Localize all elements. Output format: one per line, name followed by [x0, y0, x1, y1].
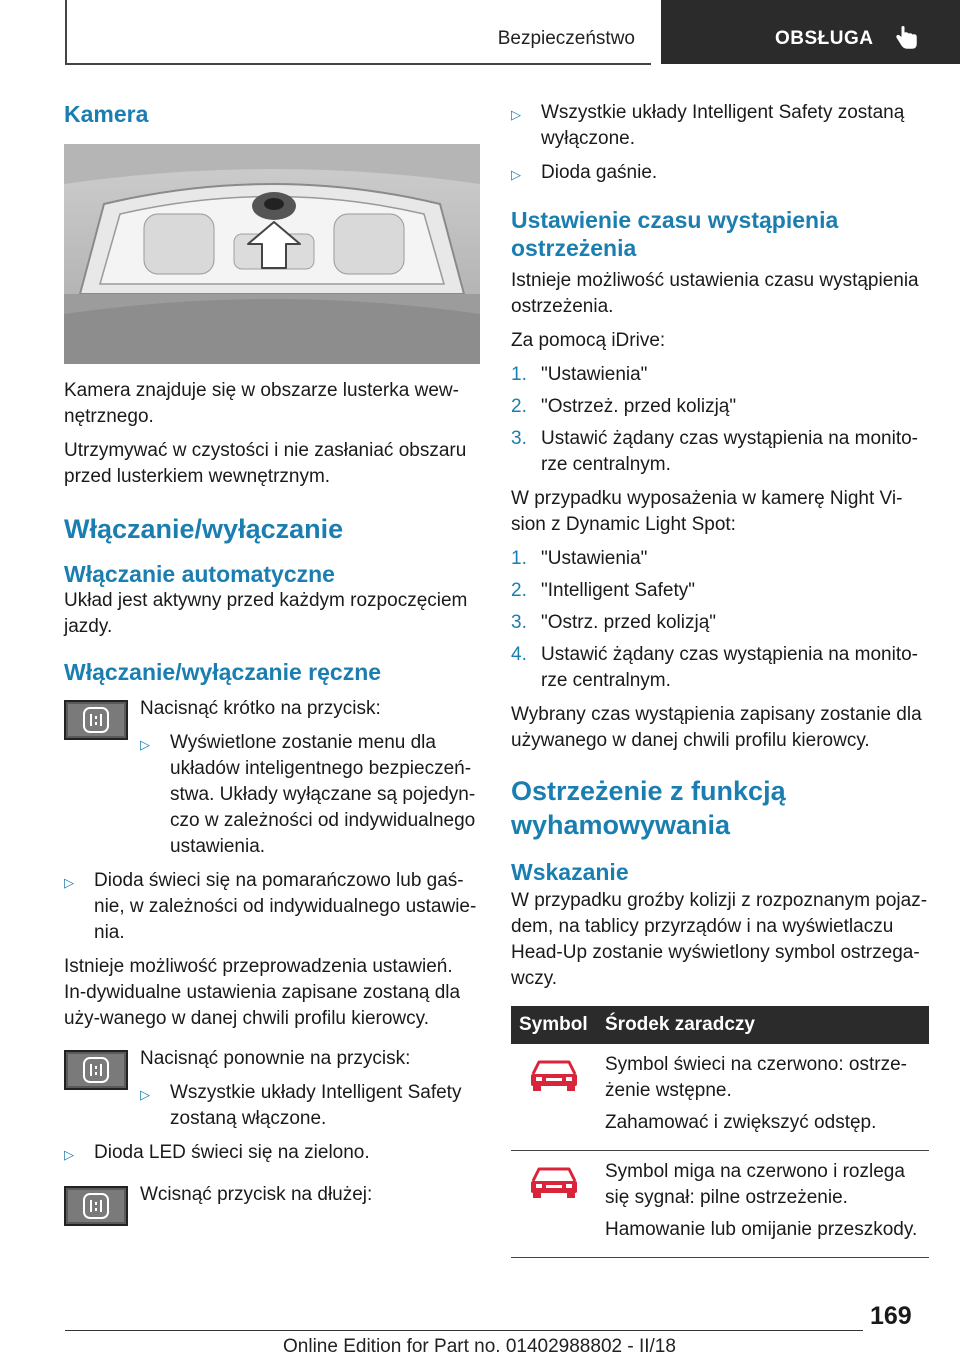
auto-paragraph: Układ jest aktywny przed każdym rozpoczęciem jazdy.	[64, 590, 468, 637]
press-short-row	[64, 696, 480, 860]
step-text: Ustawić żądany czas wystąpienia na monito-rze centralnym.	[541, 644, 919, 691]
led-green-bullet	[64, 1140, 480, 1166]
triangle-bullet-icon: ▷	[511, 107, 521, 122]
saved-paragraph: Wybrany czas wystąpienia zapisany zostanie dla używanego w danej chwili profilu kierowcy.	[511, 704, 922, 751]
action-cell	[597, 1151, 929, 1258]
press-again-bullet	[140, 1080, 480, 1132]
header-bottom-rule	[65, 63, 651, 65]
press-again-text: Nacisnąć ponownie na przycisk:	[140, 1048, 411, 1069]
list-item	[511, 610, 929, 636]
press-again-row	[64, 1046, 480, 1132]
nightvision-steps-list	[511, 546, 929, 694]
hand-pointer-icon	[893, 24, 921, 54]
list-item	[511, 426, 929, 478]
braking-heading: Ostrzeżenie z funkcją wyhamowywania	[511, 776, 786, 840]
header-section-title: Bezpieczeństwo	[497, 28, 635, 49]
table-header-row	[511, 1006, 929, 1044]
safety-button-icon	[64, 1186, 128, 1226]
table-row	[511, 1151, 929, 1258]
bullet-text: Dioda gaśnie.	[541, 162, 658, 183]
car-warning-icon	[529, 1056, 579, 1092]
bullet-text: Wszystkie układy Intelligent Safety zostaną włączone.	[170, 1082, 462, 1129]
bullet-text: Wszystkie układy Intelligent Safety zostaną wyłączone.	[541, 102, 905, 149]
manual-heading: Włączanie/wyłączanie ręczne	[64, 659, 382, 685]
action-line: Hamowanie lub omijanie przeszkody.	[605, 1219, 918, 1240]
step-number: 3.	[511, 428, 527, 449]
symbol-cell	[511, 1151, 597, 1258]
footer-rule	[65, 1330, 863, 1331]
triangle-bullet-icon: ▷	[511, 167, 521, 182]
symbol-table	[511, 1006, 929, 1258]
symbol-cell	[511, 1044, 597, 1151]
camera-paragraph-1: Kamera znajduje się w obszarze lusterka wew-nętrznego.	[64, 380, 459, 427]
indication-heading: Wskazanie	[511, 859, 629, 885]
step-text: "Ostrz. przed kolizją"	[541, 612, 717, 633]
list-item	[511, 546, 929, 572]
press-short-bullet	[140, 730, 480, 860]
camera-paragraph-2: Utrzymywać w czystości i nie zasłaniać obszaru przed lusterkiem wewnętrznym.	[64, 440, 467, 487]
action-line: Zahamować i zwiększyć odstęp.	[605, 1112, 877, 1133]
triangle-bullet-icon: ▷	[140, 737, 150, 752]
camera-photo	[64, 144, 480, 364]
press-long-row	[64, 1182, 480, 1230]
table-row	[511, 1044, 929, 1151]
table-header-symbol: Symbol	[511, 1006, 597, 1044]
action-line: Symbol miga na czerwono i rozlega się sygnał: pilne ostrzeżenie.	[605, 1161, 905, 1208]
bullet-text: Dioda LED świeci się na zielono.	[94, 1142, 370, 1163]
step-text: Ustawić żądany czas wystąpienia na monito-rze centralnym.	[541, 428, 919, 475]
safety-button-icon	[64, 1050, 128, 1090]
safety-button-icon	[64, 700, 128, 740]
action-line: Symbol świeci na czerwono: ostrze-żenie wstępne.	[605, 1054, 907, 1101]
triangle-bullet-icon: ▷	[64, 875, 74, 890]
car-warning-icon	[529, 1163, 579, 1199]
step-number: 1.	[511, 364, 527, 385]
indication-paragraph: W przypadku groźby kolizji z rozpoznanym pojaz-dem, na tablicy przyrządów i na wyświetlaczu Head-Up zostanie wyświetlony symbol ostrzega-wczy.	[511, 890, 928, 989]
bullet-text: Dioda świeci się na pomarańczowo lub gaś-nie, w zależności od indywidualnego ustawie-nia.	[94, 870, 477, 943]
step-text: "Ostrzeż. przed kolizją"	[541, 396, 737, 417]
bullet-text: Wyświetlone zostanie menu dla układów inteligentnego bezpieczeń-stwa. Układy wyłączane są pojedyn-czo w zależności od indywidualnego ustawienia.	[170, 732, 476, 857]
timing-paragraph: Istnieje możliwość ustawienia czasu wystąpienia ostrzeżenia.	[511, 270, 919, 317]
step-number: 2.	[511, 580, 527, 601]
footer-edition: Online Edition for Part no. 01402988802 - II/18	[283, 1336, 676, 1357]
step-number: 2.	[511, 396, 527, 417]
triangle-bullet-icon: ▷	[140, 1087, 150, 1102]
timing-steps-list	[511, 362, 929, 478]
led-orange-bullet	[64, 868, 480, 946]
list-item	[511, 578, 929, 604]
camera-heading: Kamera	[64, 101, 149, 127]
header-left-rule	[65, 0, 67, 64]
page-number: 169	[870, 1302, 912, 1330]
step-text: "Ustawienia"	[541, 548, 648, 569]
header-chapter-label: OBSŁUGA	[775, 28, 874, 49]
press-short-text: Nacisnąć krótko na przycisk:	[140, 698, 381, 719]
onoff-heading: Włączanie/wyłączanie	[64, 514, 344, 544]
step-number: 1.	[511, 548, 527, 569]
led-off-bullet	[511, 160, 929, 186]
table-header-action: Środek zaradczy	[597, 1006, 929, 1044]
nightvision-paragraph: W przypadku wyposażenia w kamerę Night Vi-sion z Dynamic Light Spot:	[511, 488, 903, 535]
auto-heading: Włączanie automatyczne	[64, 561, 335, 587]
right-column	[511, 100, 929, 1258]
idrive-paragraph: Za pomocą iDrive:	[511, 330, 666, 351]
list-item	[511, 394, 929, 420]
step-number: 3.	[511, 612, 527, 633]
press-long-text: Wcisnąć przycisk na dłużej:	[140, 1184, 373, 1205]
list-item	[511, 362, 929, 388]
header-chapter-tab	[661, 0, 960, 64]
step-text: "Ustawienia"	[541, 364, 648, 385]
settings-paragraph: Istnieje możliwość przeprowadzenia ustawień. In-dywidualne ustawienia zapisane zostaną dla uży-wanego w danej chwili profilu kierowcy.	[64, 956, 461, 1029]
timing-heading: Ustawienie czasu wystąpienia ostrzeżenia	[511, 207, 839, 261]
step-text: "Intelligent Safety"	[541, 580, 695, 601]
systems-off-bullet	[511, 100, 929, 152]
triangle-bullet-icon: ▷	[64, 1147, 74, 1162]
step-number: 4.	[511, 644, 527, 665]
action-cell	[597, 1044, 929, 1151]
left-column	[64, 100, 480, 1236]
list-item	[511, 642, 929, 694]
